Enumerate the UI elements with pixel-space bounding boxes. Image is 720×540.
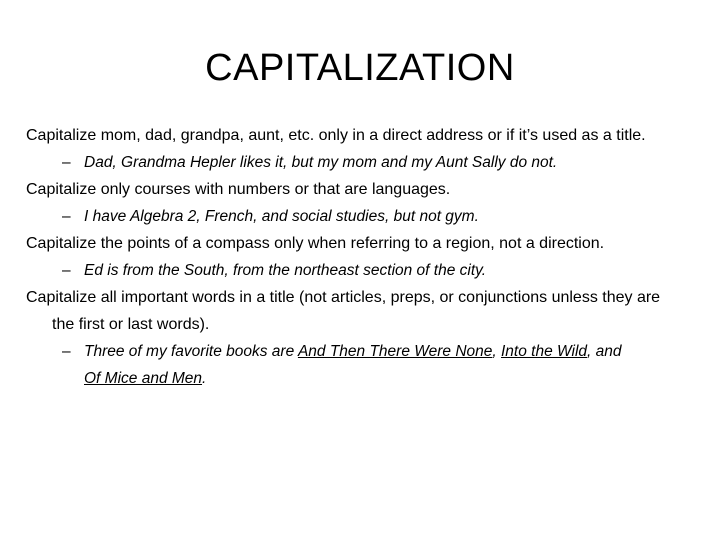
rule-titles: Capitalize all important words in a title (not articles, preps, or conjunctions unless they are the first or last words). (26, 289, 661, 333)
example-lead: Three of my favorite books are (84, 343, 298, 360)
example-titles (62, 338, 666, 392)
example-text: Dad, Grandma Hepler likes it, but my mom and my Aunt Sally do not. (84, 154, 558, 171)
example-family-titles (62, 149, 666, 176)
book-title-3: Of Mice and Men (84, 370, 203, 387)
example-end: . (202, 370, 207, 387)
example-courses (62, 203, 666, 230)
dash-bullet: – (62, 208, 71, 225)
slide-content (26, 122, 666, 392)
example-text: Ed is from the South, from the northeast section of the city. (84, 262, 487, 279)
dash-bullet: – (62, 154, 71, 171)
book-title-1: And Then There Were None (297, 343, 493, 360)
rule-family-titles: Capitalize mom, dad, grandpa, aunt, etc. only in a direct address or if it’s used as a title. (26, 127, 646, 144)
example-sep: , (492, 343, 501, 360)
rule-compass: Capitalize the points of a compass only when referring to a region, not a direction. (26, 235, 605, 252)
dash-bullet: – (62, 343, 71, 360)
dash-bullet: – (62, 262, 71, 279)
example-compass (62, 257, 666, 284)
rule-courses: Capitalize only courses with numbers or that are languages. (26, 181, 451, 198)
slide-title: CAPITALIZATION (205, 47, 515, 89)
example-sep: , and (587, 343, 622, 360)
example-text: I have Algebra 2, French, and social studies, but not gym. (84, 208, 479, 225)
book-title-2: Into the Wild (501, 343, 588, 360)
